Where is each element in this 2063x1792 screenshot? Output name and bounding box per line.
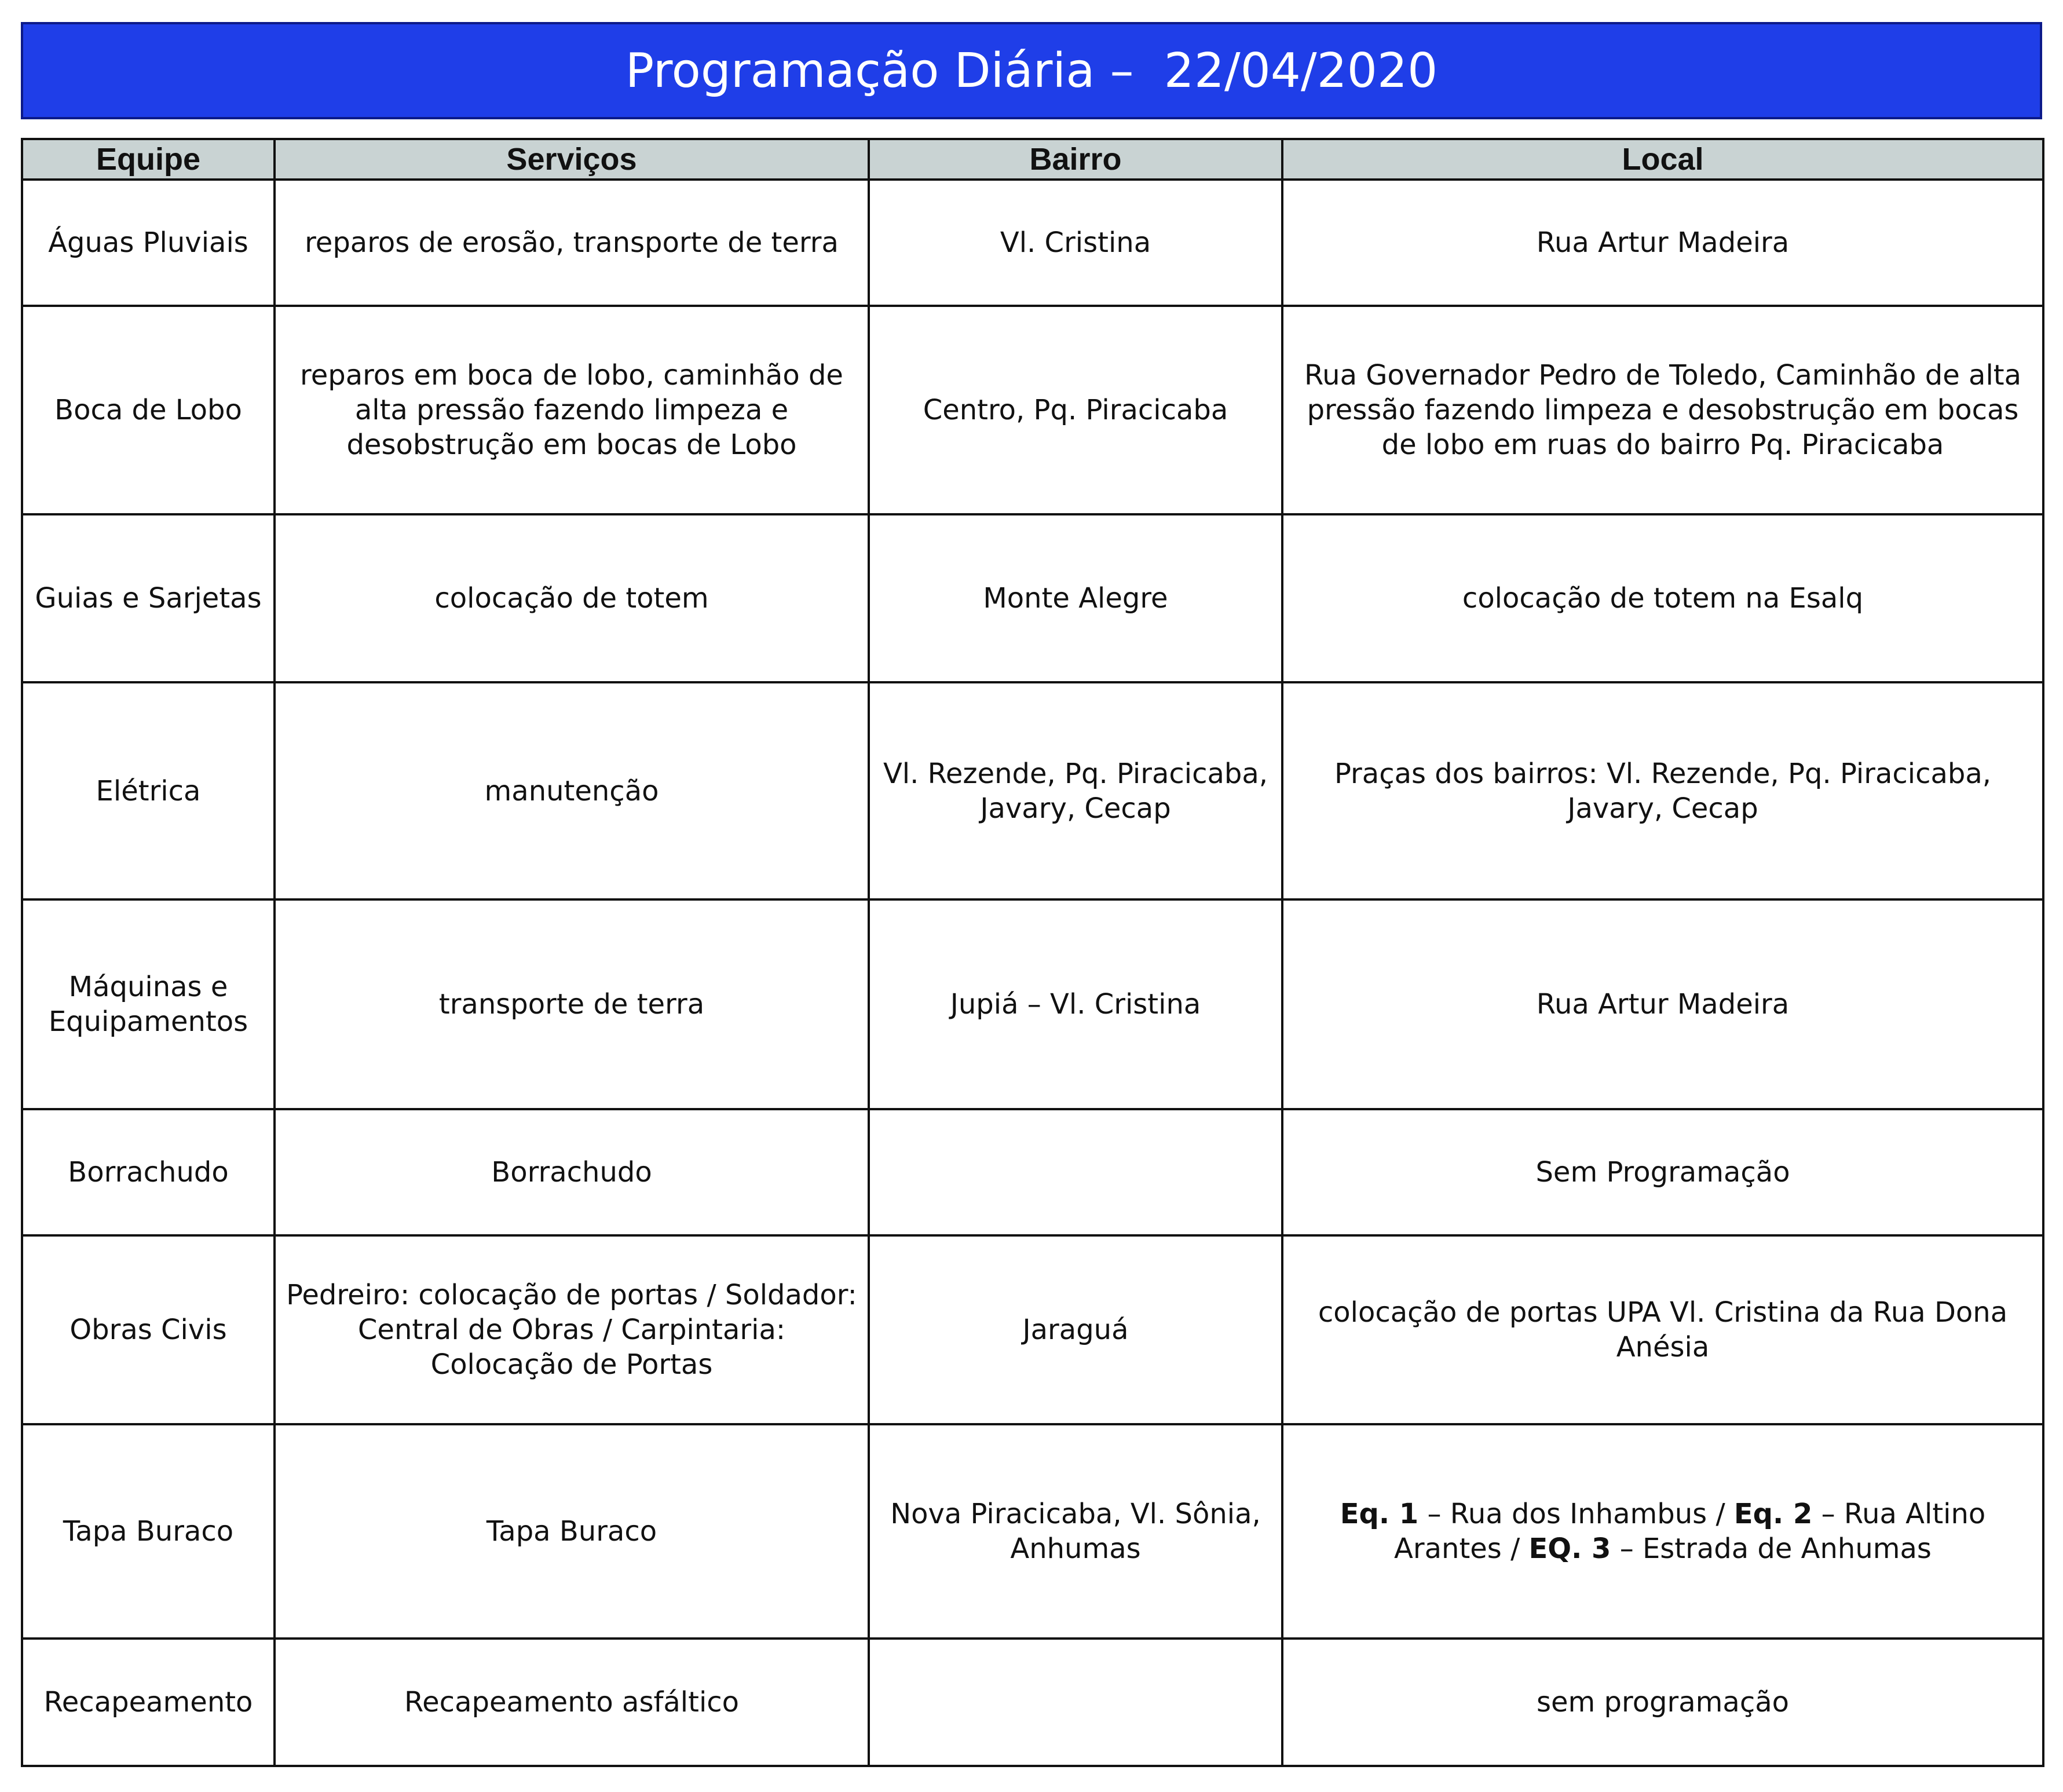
team-label-eq2: Eq. 2 xyxy=(1733,1498,1813,1530)
page-title: Programação Diária – 22/04/2020 xyxy=(21,22,2042,119)
cell-servicos: reparos em boca de lobo, caminhão de alta pressão fazendo limpeza e desobstrução em bocas de Lobo xyxy=(275,306,869,514)
cell-servicos: Pedreiro: colocação de portas / Soldador: Central de Obras / Carpintaria: Colocação de Portas xyxy=(275,1235,869,1424)
team-label-eq3: EQ. 3 xyxy=(1528,1533,1611,1565)
cell-local: Rua Artur Madeira xyxy=(1282,180,2043,306)
team-label-eq1: Eq. 1 xyxy=(1340,1498,1419,1530)
cell-servicos: Recapeamento asfáltico xyxy=(275,1639,869,1766)
cell-local: colocação de totem na Esalq xyxy=(1282,514,2043,682)
cell-servicos: transporte de terra xyxy=(275,899,869,1109)
cell-local: Praças dos bairros: Vl. Rezende, Pq. Piracicaba, Javary, Cecap xyxy=(1282,682,2043,899)
cell-equipe: Águas Pluviais xyxy=(22,180,275,306)
cell-bairro: Nova Piracicaba, Vl. Sônia, Anhumas xyxy=(869,1424,1282,1639)
column-header-servicos: Serviços xyxy=(275,139,869,180)
cell-bairro: Centro, Pq. Piracicaba xyxy=(869,306,1282,514)
cell-servicos: Borrachudo xyxy=(275,1109,869,1235)
table-row xyxy=(22,1639,2043,1766)
table-row xyxy=(22,899,2043,1109)
team-text-eq1: – Rua dos Inhambus / xyxy=(1418,1498,1734,1530)
cell-bairro xyxy=(869,1639,1282,1766)
cell-equipe: Guias e Sarjetas xyxy=(22,514,275,682)
cell-equipe: Boca de Lobo xyxy=(22,306,275,514)
cell-bairro: Vl. Cristina xyxy=(869,180,1282,306)
team-text-eq2: – Rua Altino Arantes / xyxy=(1394,1498,1986,1565)
cell-bairro: Vl. Rezende, Pq. Piracicaba, Javary, Cecap xyxy=(869,682,1282,899)
cell-servicos: manutenção xyxy=(275,682,869,899)
cell-equipe: Obras Civis xyxy=(22,1235,275,1424)
cell-servicos: colocação de totem xyxy=(275,514,869,682)
schedule-table xyxy=(21,138,2044,1767)
cell-bairro: Jupiá – Vl. Cristina xyxy=(869,899,1282,1109)
cell-equipe: Tapa Buraco xyxy=(22,1424,275,1639)
cell-local: sem programação xyxy=(1282,1639,2043,1766)
table-row xyxy=(22,1424,2043,1639)
cell-local: colocação de portas UPA Vl. Cristina da Rua Dona Anésia xyxy=(1282,1235,2043,1424)
cell-equipe: Elétrica xyxy=(22,682,275,899)
cell-equipe: Máquinas e Equipamentos xyxy=(22,899,275,1109)
table-row xyxy=(22,1109,2043,1235)
table-row xyxy=(22,514,2043,682)
cell-bairro: Monte Alegre xyxy=(869,514,1282,682)
cell-local: Rua Governador Pedro de Toledo, Caminhão de alta pressão fazendo limpeza e desobstrução em bocas de lobo em ruas do bairro Pq. Piracicaba xyxy=(1282,306,2043,514)
column-header-local: Local xyxy=(1282,139,2043,180)
table-row xyxy=(22,682,2043,899)
cell-servicos: Tapa Buraco xyxy=(275,1424,869,1639)
cell-bairro xyxy=(869,1109,1282,1235)
column-header-equipe: Equipe xyxy=(22,139,275,180)
cell-servicos: reparos de erosão, transporte de terra xyxy=(275,180,869,306)
table-row xyxy=(22,306,2043,514)
cell-equipe: Borrachudo xyxy=(22,1109,275,1235)
column-header-bairro: Bairro xyxy=(869,139,1282,180)
team-text-eq3: – Estrada de Anhumas xyxy=(1611,1533,1932,1565)
table-row xyxy=(22,1235,2043,1424)
cell-local: Sem Programação xyxy=(1282,1109,2043,1235)
table-row xyxy=(22,180,2043,306)
cell-equipe: Recapeamento xyxy=(22,1639,275,1766)
cell-bairro: Jaraguá xyxy=(869,1235,1282,1424)
cell-local: Rua Artur Madeira xyxy=(1282,899,2043,1109)
cell-local xyxy=(1282,1424,2043,1639)
table-header-row xyxy=(22,139,2043,180)
